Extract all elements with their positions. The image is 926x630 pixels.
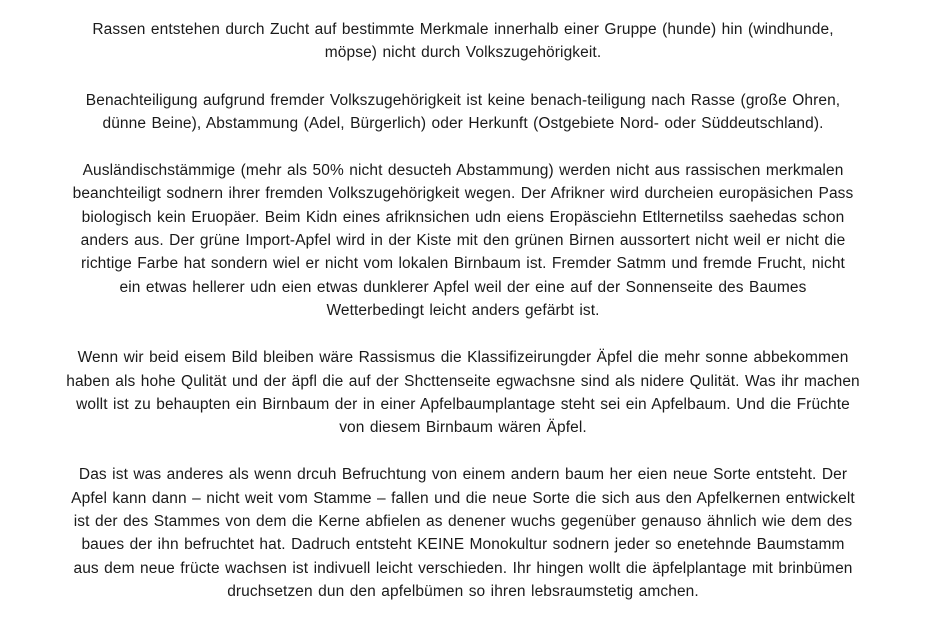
text-line: Ausländischstämmige (mehr als 50% nicht desucteh Abstammung) werden nicht aus rassischen merkmalen bbox=[82, 162, 844, 180]
paragraph-gap bbox=[0, 65, 926, 89]
text-line: dünne Beine), Abstammung (Adel, Bürgerlich) oder Herkunft (Ostgebiete Nord- oder Süddeutschland). bbox=[102, 114, 824, 132]
text-line: wollt ist zu behaupten ein Birnbaum der in einer Apfelbaumplantage steht sei ein Apfelbaum. Und die Früchte bbox=[76, 395, 850, 413]
text-line: haben als hohe Qulität und der äpfl die auf der Shcttenseite egwachsne sind als nidere Qulität. Was ihr machen bbox=[66, 372, 860, 390]
text-line: baues der ihn befruchtet hat. Dadruch entsteht KEINE Monokultur sodnern jeder so enetehnde Baumstamm bbox=[81, 536, 845, 554]
text-line: aus dem neue frücte wachsen ist indivuell leicht verschieden. Ihr hingen wollt die äpfelplantage mit brinbümen bbox=[73, 559, 853, 577]
text-line: ein etwas hellerer udn eien etwas dunklerer Apfel weil der eine auf der Sonnenseite des Baumes bbox=[119, 278, 807, 296]
paragraph-gap bbox=[0, 322, 926, 346]
text-line: möpse) nicht durch Volkszugehörigkeit. bbox=[324, 44, 602, 62]
text-line: druchsetzen dun den apfelbümen so ihren lebsraumstetig amchen. bbox=[227, 582, 699, 600]
text-line: richtige Farbe hat sondern wiel er nicht vom lokalen Birnbaum ist. Fremder Satmm und fremde Frucht, nicht bbox=[81, 255, 845, 273]
paragraph-5 bbox=[13, 463, 913, 603]
paragraph-2 bbox=[13, 89, 913, 136]
text-line: Das ist was anderes als wenn drcuh Befruchtung von einem andern baum her eien neue Sorte entsteht. Der bbox=[78, 466, 848, 484]
text-line: ist der des Stammes von dem die Kerne abfielen as denener wuchs gegenüber genauso ähnlich wie dem des bbox=[73, 513, 853, 531]
text-line: Rassen entstehen durch Zucht auf bestimmte Merkmale innerhalb einer Gruppe (hunde) hin (windhunde, bbox=[92, 21, 834, 38]
text-line: beanchteiligt sodnern ihrer fremden Volkszugehörigkeit wegen. Der Afrikner wird durcheien europäsichen Pass bbox=[72, 185, 854, 203]
text-line: Apfel kann dann – nicht weit vom Stamme – fallen und die neue Sorte die sich aus den Apfelkernen entwickelt bbox=[71, 489, 855, 507]
text-line: Benachteiligung aufgrund fremder Volkszugehörigkeit ist keine benach-teiligung nach Rasse (große Ohren, bbox=[85, 91, 841, 109]
paragraph-1 bbox=[13, 18, 913, 65]
paragraph-4 bbox=[13, 346, 913, 439]
text-line: Wenn wir beid eisem Bild bleiben wäre Rassismus die Klassifizeirungder Äpfel die mehr sonne abbekommen bbox=[77, 349, 849, 367]
paragraph-gap bbox=[0, 439, 926, 463]
paragraph-3 bbox=[13, 159, 913, 322]
text-line: Wetterbedingt leicht anders gefärbt ist. bbox=[326, 301, 600, 319]
text-line: biologisch kein Eruopäer. Beim Kidn eines afriknsichen udn eiens Eropäsciehn Etlternetilss saehedas schon bbox=[81, 208, 845, 226]
text-line: anders aus. Der grüne Import-Apfel wird in der Kiste mit den grünen Birnen aussortert nicht weil er nicht die bbox=[80, 232, 846, 250]
text-line: von diesem Birnbaum wären Äpfel. bbox=[339, 419, 587, 437]
paragraph-gap bbox=[0, 135, 926, 159]
